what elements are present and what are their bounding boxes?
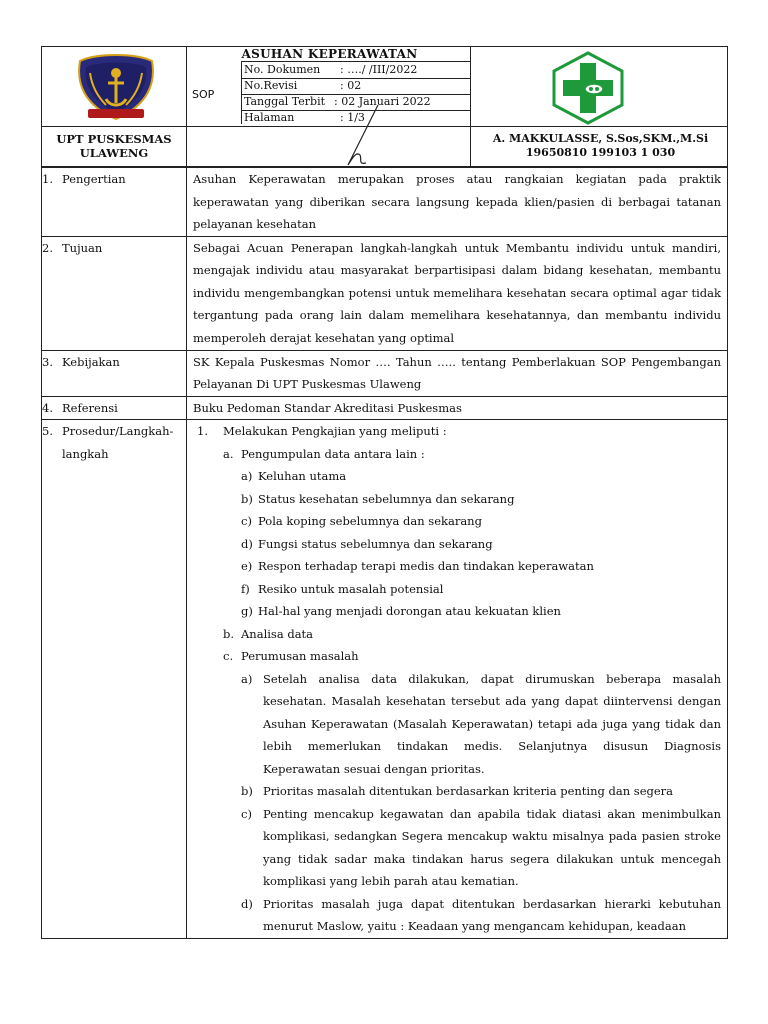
list-item [187, 803, 727, 893]
section-number: 2. [42, 240, 53, 255]
section-content-cell [187, 420, 728, 939]
list-item-text: Prioritas masalah ditentukan berdasarkan kriteria penting dan segera [263, 784, 674, 798]
list-marker: d) [241, 536, 253, 551]
list-marker: d) [241, 896, 253, 911]
list-marker: f) [241, 581, 250, 596]
meta-no-dokumen [242, 62, 468, 77]
meta-value: : 02 Januari 2022 [334, 95, 431, 108]
section-label-cell [42, 350, 187, 396]
step-text: Melakukan Pengkajian yang meliputi : [223, 424, 447, 438]
substep-letter: a. [223, 446, 234, 461]
referensi-text: Buku Pedoman Standar Akreditasi Puskesmas [193, 400, 462, 415]
section-row-prosedur [42, 420, 728, 939]
section-content-cell [187, 396, 728, 420]
regency-emblem-logo [76, 53, 156, 123]
kebijakan-text: SK Kepala Puskesmas Nomor …. Tahun ….. tentang Pemberlakuan SOP Pengembangan Pelayanan Di UPT Puskesmas Ulaweng [193, 354, 721, 391]
unit-name-line2: ULAWENG [79, 146, 149, 160]
list-item [187, 668, 727, 781]
list-item-text: Resiko untuk masalah potensial [258, 581, 444, 596]
list-item [187, 488, 727, 511]
problem-formulation-list [187, 668, 727, 938]
list-item [187, 600, 727, 623]
list-item-text: Penting mencakup kegawatan dan apabila tidak diatasi akan menimbulkan komplikasi, sedangkan Segera mencakup waktu misalnya pada pasien stroke yang tidak sadar maka tindakan harus segera dilakukan untuk mencegah komplikasi yang lebih parah atau kematian. [263, 806, 721, 888]
meta-value: : 1/3 [340, 111, 365, 124]
handwritten-signature [338, 103, 388, 171]
unit-name-line1: UPT PUSKESMAS [56, 132, 172, 146]
pengertian-text: Asuhan Keperawatan merupakan proses atau rangkaian kegiatan pada praktik keperawatan yang diberikan secara langsung kepada klien/pasien di berbagai tatanan pelayanan kesehatan [193, 172, 721, 231]
list-item [187, 555, 727, 578]
section-label: Referensi [62, 400, 118, 415]
signer-nip: 19650810 199103 1 030 [525, 146, 676, 159]
list-item [187, 893, 727, 938]
sop-header [41, 46, 728, 167]
list-item-text: Hal-hal yang menjadi dorongan atau kekuatan klien [258, 604, 561, 618]
list-marker: e) [241, 559, 253, 573]
meta-label: Halaman [244, 111, 295, 124]
section-label-cell [42, 236, 187, 350]
section-number: 4. [42, 400, 53, 415]
section-label: Tujuan [62, 240, 103, 255]
step-number: 1. [197, 424, 208, 438]
list-item-text: Prioritas masalah juga dapat ditentukan berdasarkan hierarki kebutuhan menurut Maslow, yaitu : Keadaan yang mengancam kehidupan, keadaan [263, 896, 721, 933]
list-marker: a) [241, 671, 253, 686]
list-item-text: Status kesehatan sebelumnya dan sekarang [258, 491, 515, 506]
substep-letter: b. [223, 626, 235, 641]
list-marker: c) [241, 514, 252, 528]
substep-letter: c. [223, 649, 234, 663]
meta-label: No.Revisi [244, 79, 298, 92]
list-marker: a) [241, 469, 253, 483]
procedure-step [187, 420, 727, 443]
section-row-tujuan [42, 236, 728, 350]
list-marker: g) [241, 604, 253, 618]
sop-body-table [41, 167, 728, 939]
unit-name [42, 132, 186, 160]
procedure-substep [187, 645, 727, 668]
puskesmas-logo [548, 51, 628, 125]
meta-value: : 02 [340, 79, 362, 92]
data-collection-list [187, 465, 727, 623]
list-item-text: Respon terhadap terapi medis dan tindakan keperawatan [258, 559, 594, 573]
section-row-kebijakan [42, 350, 728, 396]
list-item [187, 578, 727, 601]
signer-block [472, 132, 729, 160]
list-item [187, 510, 727, 533]
list-marker: c) [241, 806, 252, 821]
meta-label: Tanggal Terbit [244, 95, 326, 108]
meta-value: : …./ /III/2022 [340, 63, 418, 76]
meta-label: No. Dokumen [244, 63, 321, 76]
list-item-text: Pola koping sebelumnya dan sekarang [258, 514, 482, 528]
section-number: 3. [42, 354, 53, 369]
section-content-cell [187, 168, 728, 237]
section-label-continued: langkah [62, 446, 109, 461]
section-label-cell [42, 168, 187, 237]
procedure-substep [187, 623, 727, 646]
substep-text: Perumusan masalah [241, 649, 359, 663]
section-label: Kebijakan [62, 354, 120, 369]
meta-no-revisi [242, 78, 468, 93]
section-content-cell [187, 350, 728, 396]
section-number: 1. [42, 172, 53, 186]
list-item [187, 780, 727, 803]
section-label-cell [42, 420, 187, 939]
sop-label: SOP [192, 88, 215, 101]
signer-name: A. MAKKULASSE, S.Sos,SKM.,M.Si [492, 132, 709, 145]
substep-text: Analisa data [241, 626, 314, 641]
section-row-pengertian [42, 168, 728, 237]
substep-text: Pengumpulan data antara lain : [241, 446, 425, 461]
list-marker: b) [241, 491, 253, 506]
procedure-substep [187, 443, 727, 466]
section-label: Prosedur/Langkah- [62, 424, 174, 438]
list-item-text: Setelah analisa data dilakukan, dapat dirumuskan beberapa masalah kesehatan. Masalah kesehatan tersebut ada yang dapat diintervensi dengan Asuhan Keperawatan (Masalah Keperawatan) tetapi ada juga yang tidak dan lebih memerlukan tindakan medis. Selanjutnya disusun Diagnosis Keperawatan sesuai dengan prioritas. [263, 671, 721, 776]
section-row-referensi [42, 396, 728, 420]
list-marker: b) [241, 784, 253, 798]
section-content-cell [187, 236, 728, 350]
list-item-text: Fungsi status sebelumnya dan sekarang [258, 536, 493, 551]
list-item-text: Keluhan utama [258, 469, 347, 483]
sop-title: ASUHAN KEPERAWATAN [241, 47, 418, 61]
section-number: 5. [42, 424, 53, 438]
list-item [187, 465, 727, 488]
list-item [187, 533, 727, 556]
section-label: Pengertian [62, 172, 126, 186]
section-label-cell [42, 396, 187, 420]
tujuan-text: Sebagai Acuan Penerapan langkah-langkah untuk Membantu individu untuk mandiri, mengajak individu atau masyarakat berpartisipasi dalam bidang kesehatan, membantu individu mengembangkan potensi untuk memelihara kesehatan secara optimal agar tidak tergantung pada orang lain dalam memelihara kesehatannya, dan membantu individu memperoleh derajat kesehatan yang optimal [193, 240, 721, 345]
